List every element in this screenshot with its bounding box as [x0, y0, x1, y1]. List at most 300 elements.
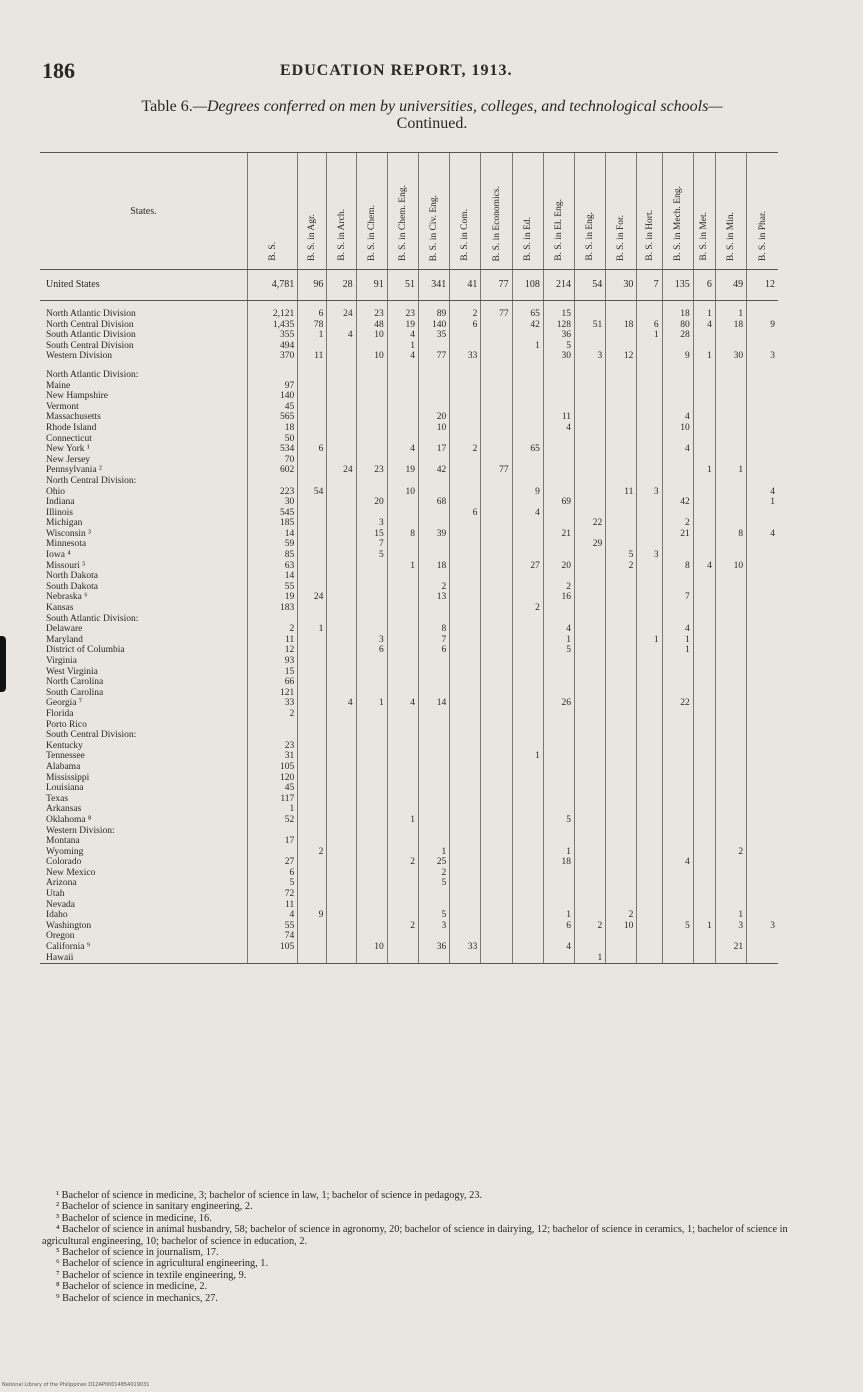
table-cell: 3 [419, 921, 450, 932]
footnote: ⁵ Bachelor of science in journalism, 17. [56, 1247, 219, 1259]
table-row [40, 320, 778, 331]
table-cell [715, 783, 746, 794]
state-name: New Jersey [46, 454, 91, 465]
table-cell [512, 698, 543, 709]
table-cell [662, 910, 693, 921]
table-cell: 15 [247, 667, 297, 678]
column-header-label: B. S. in Min. [726, 211, 737, 261]
table-cell [747, 423, 778, 434]
column-header [662, 153, 693, 270]
table-cell [662, 751, 693, 762]
table-cell [327, 953, 356, 964]
table-cell [715, 518, 746, 529]
table-cell [512, 330, 543, 341]
table-cell [575, 720, 606, 731]
table-cell [512, 351, 543, 362]
table-cell [747, 709, 778, 720]
table-row [40, 476, 778, 487]
table-cell [715, 773, 746, 784]
table-cell [715, 539, 746, 550]
table-cell [747, 953, 778, 964]
table-cell [543, 762, 574, 773]
table-cell [715, 582, 746, 593]
state-name: Western Division: [46, 825, 115, 836]
table-cell [575, 645, 606, 656]
table-cell [662, 773, 693, 784]
table-cell [481, 635, 512, 646]
table-cell [450, 434, 481, 445]
table-cell [512, 402, 543, 413]
table-cell [387, 362, 418, 370]
table-cell [387, 381, 418, 392]
table-cell: 1 [543, 635, 574, 646]
table-cell [637, 878, 662, 889]
table-cell [606, 773, 637, 784]
table-cell: 14 [247, 529, 297, 540]
table-cell [356, 794, 387, 805]
state-name [40, 301, 247, 310]
table-cell [693, 539, 715, 550]
table-cell [512, 539, 543, 550]
table-cell [481, 773, 512, 784]
table-cell [575, 434, 606, 445]
table-cell [512, 391, 543, 402]
table-cell [543, 603, 574, 614]
table-row [40, 868, 778, 879]
table-cell [450, 301, 481, 310]
table-row [40, 878, 778, 889]
state-name: South Central Division: [46, 730, 137, 741]
table-cell: 33 [450, 942, 481, 953]
table-cell [543, 362, 574, 370]
table-cell: 21 [662, 529, 693, 540]
table-cell [247, 826, 297, 837]
table-cell: 5 [543, 645, 574, 656]
state-name: Nebraska ⁶ [46, 592, 88, 603]
table-cell [575, 815, 606, 826]
table-cell [327, 688, 356, 699]
table-cell [298, 645, 327, 656]
table-cell: 30 [247, 497, 297, 508]
footnote: ² Bachelor of science in sanitary engineering, 2. [56, 1201, 253, 1213]
table-cell [387, 741, 418, 752]
table-row [40, 741, 778, 752]
table-cell [387, 847, 418, 858]
table-cell [247, 362, 297, 370]
table-cell [715, 730, 746, 741]
table-cell [481, 561, 512, 572]
table-cell [693, 592, 715, 603]
table-cell [715, 423, 746, 434]
footnote: ⁴ Bachelor of science in animal husbandry, 58; bachelor of science in agronomy, 20; bachelor of science in dairying, 12; bachelor of science in ceramics, 1; bachelor of science in agricultural engineering, 10; bachelor of science in education, 2. [42, 1224, 788, 1247]
table-cell: 10 [356, 330, 387, 341]
table-cell: 28 [662, 330, 693, 341]
table-cell [637, 857, 662, 868]
table-cell [575, 465, 606, 476]
table-cell [419, 508, 450, 519]
table-row [40, 487, 778, 498]
table-cell: 9 [662, 351, 693, 362]
table-cell [419, 550, 450, 561]
table-cell [512, 677, 543, 688]
table-cell [747, 330, 778, 341]
table-cell [575, 614, 606, 625]
table-cell [450, 677, 481, 688]
table-cell [387, 751, 418, 762]
table-cell [298, 476, 327, 487]
table-cell: 65 [512, 309, 543, 320]
state-name: Michigan [46, 518, 83, 529]
table-cell: 6 [298, 444, 327, 455]
table-cell: 1 [715, 910, 746, 921]
table-cell: 97 [247, 381, 297, 392]
table-cell [327, 571, 356, 582]
table-cell [387, 942, 418, 953]
table-cell [356, 301, 387, 310]
table-cell [327, 497, 356, 508]
table-cell: 2 [512, 603, 543, 614]
table-cell [606, 826, 637, 837]
table-cell [715, 614, 746, 625]
table-cell [662, 677, 693, 688]
table-row [40, 582, 778, 593]
table-cell [356, 402, 387, 413]
table-cell [450, 815, 481, 826]
table-cell: 10 [356, 351, 387, 362]
table-cell [637, 847, 662, 858]
state-name: North Carolina [46, 677, 104, 688]
table-cell: 1 [693, 921, 715, 932]
table-cell [637, 412, 662, 423]
table-cell [715, 635, 746, 646]
table-cell [450, 529, 481, 540]
table-cell [450, 931, 481, 942]
table-row [40, 330, 778, 341]
table-cell [606, 900, 637, 911]
table-cell [387, 677, 418, 688]
table-cell: 4 [747, 487, 778, 498]
table-row [40, 656, 778, 667]
table-cell: 41 [450, 270, 481, 301]
table-cell [481, 582, 512, 593]
table-cell [481, 301, 512, 310]
table-cell [387, 301, 418, 310]
state-name: Porto Rico [46, 719, 87, 730]
table-cell [298, 667, 327, 678]
table-row [40, 362, 778, 370]
table-cell [298, 550, 327, 561]
table-cell [606, 868, 637, 879]
table-cell [693, 582, 715, 593]
table-cell [298, 412, 327, 423]
table-cell [747, 444, 778, 455]
table-cell [747, 857, 778, 868]
table-cell [387, 826, 418, 837]
table-cell [747, 412, 778, 423]
table-cell [247, 720, 297, 731]
table-row [40, 688, 778, 699]
table-cell [481, 351, 512, 362]
table-cell: 27 [512, 561, 543, 572]
table-cell: 39 [419, 529, 450, 540]
table-cell [715, 508, 746, 519]
table-row [40, 603, 778, 614]
table-cell [693, 412, 715, 423]
table-cell [327, 826, 356, 837]
table-cell [662, 614, 693, 625]
table-cell [327, 868, 356, 879]
table-cell [715, 497, 746, 508]
table-cell [481, 794, 512, 805]
table-cell [512, 412, 543, 423]
table-cell [637, 667, 662, 678]
table-cell [606, 341, 637, 352]
table-cell [606, 804, 637, 815]
table-cell [747, 301, 778, 310]
table-cell [693, 783, 715, 794]
table-cell [298, 582, 327, 593]
table-cell [356, 614, 387, 625]
table-cell [327, 434, 356, 445]
table-cell [606, 667, 637, 678]
table-cell [356, 878, 387, 889]
table-cell [747, 624, 778, 635]
table-cell [327, 529, 356, 540]
table-row [40, 794, 778, 805]
table-cell [481, 508, 512, 519]
table-cell [715, 804, 746, 815]
table-cell: 1 [543, 910, 574, 921]
table-cell: 25 [419, 857, 450, 868]
table-cell [327, 804, 356, 815]
table-cell [575, 826, 606, 837]
table-cell: 54 [575, 270, 606, 301]
table-cell [298, 465, 327, 476]
table-cell [543, 444, 574, 455]
table-cell [356, 709, 387, 720]
table-cell [662, 465, 693, 476]
table-cell [543, 688, 574, 699]
table-cell [450, 878, 481, 889]
table-cell [693, 826, 715, 837]
table-cell [512, 709, 543, 720]
table-cell: 74 [247, 931, 297, 942]
table-cell [715, 391, 746, 402]
table-cell: 4 [247, 910, 297, 921]
table-cell: 1 [715, 309, 746, 320]
table-cell [450, 465, 481, 476]
table-cell [481, 645, 512, 656]
table-cell [481, 751, 512, 762]
table-cell [747, 645, 778, 656]
table-cell [450, 391, 481, 402]
table-cell [419, 391, 450, 402]
table-cell: 10 [662, 423, 693, 434]
table-cell: 1 [747, 497, 778, 508]
table-cell [606, 931, 637, 942]
table-cell [481, 550, 512, 561]
table-cell [327, 794, 356, 805]
table-cell [715, 362, 746, 370]
table-cell [543, 953, 574, 964]
table-cell [450, 826, 481, 837]
table-cell: 21 [543, 529, 574, 540]
table-cell: 85 [247, 550, 297, 561]
table-cell: 1 [356, 698, 387, 709]
table-cell [606, 751, 637, 762]
table-row [40, 910, 778, 921]
table-cell [356, 381, 387, 392]
table-cell: 4 [662, 857, 693, 868]
table-cell [747, 656, 778, 667]
table-cell [715, 900, 746, 911]
table-cell: 16 [543, 592, 574, 603]
table-cell [606, 582, 637, 593]
table-cell [327, 931, 356, 942]
table-cell [247, 847, 297, 858]
table-row [40, 900, 778, 911]
table-cell [512, 434, 543, 445]
table-cell [662, 942, 693, 953]
table-cell [747, 847, 778, 858]
table-cell [693, 836, 715, 847]
table-cell: 3 [747, 351, 778, 362]
table-cell [387, 571, 418, 582]
footnote: ⁷ Bachelor of science in textile engineering, 9. [56, 1269, 247, 1281]
table-cell [356, 656, 387, 667]
table-cell [637, 910, 662, 921]
table-cell: 2 [387, 857, 418, 868]
table-cell [387, 953, 418, 964]
table-row [40, 301, 778, 310]
table-cell: 3 [637, 487, 662, 498]
table-cell: 2 [715, 847, 746, 858]
table-cell [481, 497, 512, 508]
table-cell: 3 [637, 550, 662, 561]
table-cell [356, 741, 387, 752]
table-cell [662, 370, 693, 381]
table-cell [481, 391, 512, 402]
table-cell [327, 561, 356, 572]
table-cell [606, 953, 637, 964]
table-row [40, 529, 778, 540]
table-cell [387, 720, 418, 731]
table-cell [419, 720, 450, 731]
state-name: North Central Division: [46, 475, 137, 486]
table-cell: 30 [543, 351, 574, 362]
table-cell [637, 391, 662, 402]
table-cell [693, 455, 715, 466]
table-cell [450, 635, 481, 646]
table-cell [512, 550, 543, 561]
table-cell [693, 635, 715, 646]
table-cell [481, 487, 512, 498]
table-cell [387, 878, 418, 889]
table-cell [575, 381, 606, 392]
table-cell [419, 688, 450, 699]
table-cell: 28 [327, 270, 356, 301]
table-cell [481, 330, 512, 341]
table-cell: 2 [575, 921, 606, 932]
table-cell: 1 [387, 561, 418, 572]
table-cell [715, 889, 746, 900]
table-cell [747, 592, 778, 603]
table-cell [298, 635, 327, 646]
table-cell: 51 [575, 320, 606, 331]
table-cell [575, 857, 606, 868]
table-cell [327, 351, 356, 362]
table-cell [481, 804, 512, 815]
table-cell [715, 878, 746, 889]
table-cell: 24 [327, 309, 356, 320]
table-cell [606, 709, 637, 720]
table-cell [747, 836, 778, 847]
table-cell [662, 550, 693, 561]
table-cell: 2 [606, 561, 637, 572]
table-cell [327, 444, 356, 455]
table-cell [298, 362, 327, 370]
state-name: Wyoming [46, 846, 84, 857]
table-cell [637, 804, 662, 815]
table-cell [387, 931, 418, 942]
table-cell [575, 910, 606, 921]
table-cell [693, 444, 715, 455]
table-cell [662, 804, 693, 815]
table-cell [512, 900, 543, 911]
table-cell: 23 [247, 741, 297, 752]
table-cell [512, 773, 543, 784]
table-cell [662, 688, 693, 699]
table-cell [575, 751, 606, 762]
table-cell [450, 910, 481, 921]
table-cell: 140 [247, 391, 297, 402]
table-cell [387, 889, 418, 900]
table-cell [575, 942, 606, 953]
table-cell: 55 [247, 582, 297, 593]
table-cell [450, 550, 481, 561]
table-cell [356, 362, 387, 370]
table-cell: 602 [247, 465, 297, 476]
table-cell [512, 370, 543, 381]
table-cell [419, 455, 450, 466]
table-row [40, 826, 778, 837]
table-cell [693, 677, 715, 688]
table-cell: 6 [419, 645, 450, 656]
table-cell [356, 487, 387, 498]
table-cell: 13 [419, 592, 450, 603]
table-cell [387, 624, 418, 635]
table-cell [327, 592, 356, 603]
table-cell [575, 762, 606, 773]
table-cell [298, 391, 327, 402]
state-name: Mississippi [46, 772, 90, 783]
table-cell [606, 362, 637, 370]
table-cell [747, 741, 778, 752]
table-cell [662, 900, 693, 911]
table-cell [662, 836, 693, 847]
table-cell [298, 341, 327, 352]
table-cell [481, 320, 512, 331]
table-cell [512, 571, 543, 582]
table-row [40, 847, 778, 858]
state-name: New York ¹ [46, 444, 90, 455]
table-cell [606, 624, 637, 635]
table-cell: 4,781 [247, 270, 297, 301]
table-cell [543, 571, 574, 582]
table-cell [481, 455, 512, 466]
table-cell [693, 529, 715, 540]
table-cell: 4 [327, 330, 356, 341]
